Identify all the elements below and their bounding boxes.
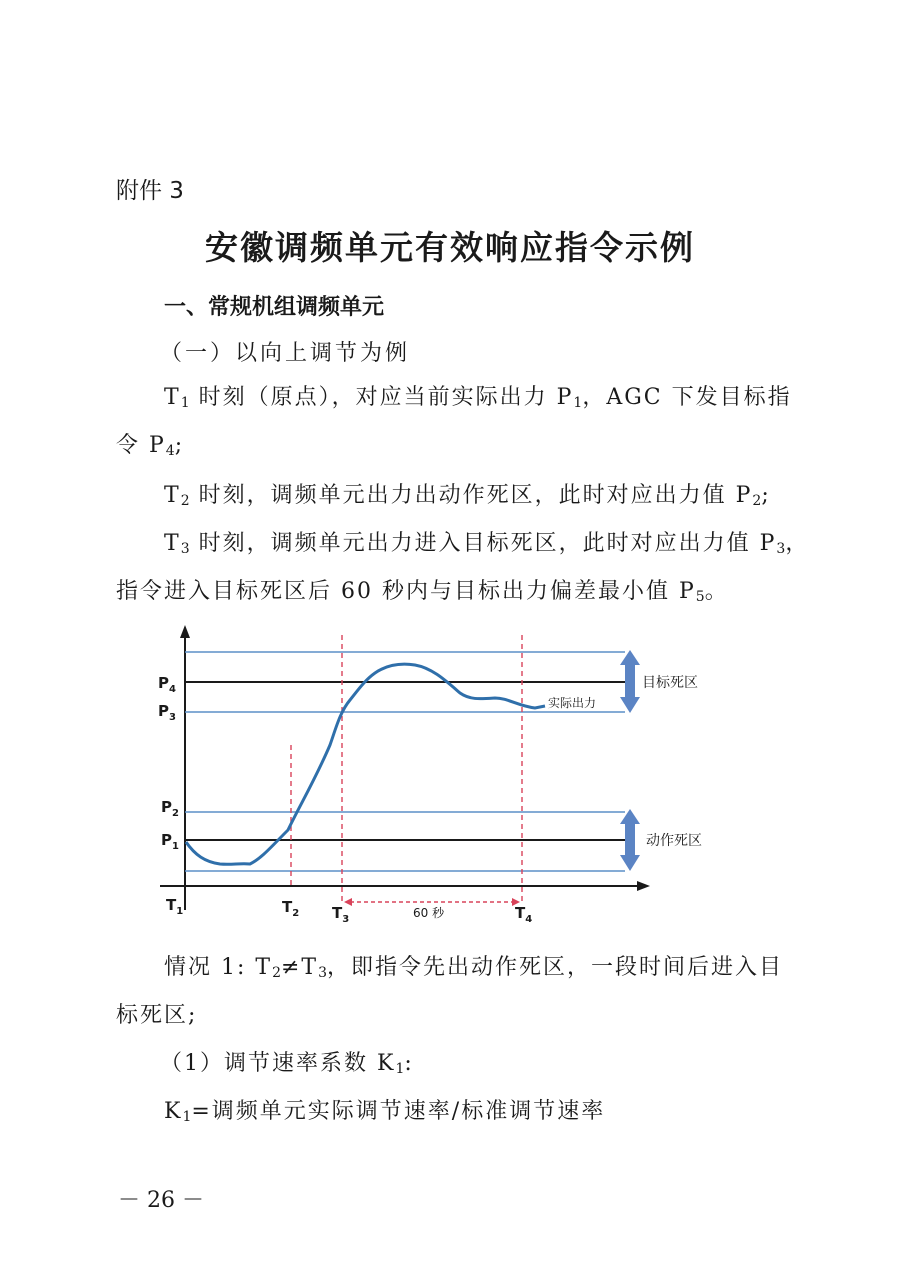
x-axis-arrow [637, 881, 650, 891]
t1-label: $T_1$ [166, 896, 184, 917]
paragraph-t1: $T_1$ 时刻（原点），对应当前实际出力 $P_1$，AGC 下发目标指 [164, 385, 792, 411]
paragraph-t3-cont: 指令进入目标死区后 60 秒内与目标出力偏差最小值 $P_5$。 [116, 579, 729, 605]
action-deadband-label: 动作死区 [646, 833, 702, 849]
page-number: － 26 － [118, 1188, 204, 1213]
y-axis-arrow [180, 625, 190, 638]
actual-output-label: 实际出力 [548, 696, 597, 710]
p3-label: $P_3$ [158, 702, 176, 723]
p4-label: $P_4$ [158, 674, 176, 695]
item-rate-coefficient: （1）调节速率系数 $K_1$: [160, 1051, 414, 1077]
paragraph-t1-cont: 令 $P_4$; [116, 433, 185, 459]
formula-k1: $K_1=$调频单元实际调节速率/标准调节速率 [164, 1099, 606, 1125]
paragraph-t3: $T_3$ 时刻，调频单元出力进入目标死区，此时对应出力值 $P_3$， [164, 531, 810, 557]
t4-label: $T_4$ [515, 904, 533, 925]
paragraph-t2: $T_2$ 时刻，调频单元出力出动作死区，此时对应出力值 $P_2$; [164, 483, 771, 509]
t2-label: $T_2$ [282, 898, 300, 919]
paragraph-case1: 情况 1: $T_2\ne T_3$，即指令先出动作死区，一段时间后进入目 [164, 955, 784, 981]
subsection-heading: （一）以向上调节为例 [160, 341, 411, 366]
paragraph-case1-cont: 标死区; [116, 1003, 198, 1028]
sixty-second-label: 60 秒 [413, 906, 445, 920]
p2-label: $P_2$ [161, 798, 179, 819]
t3-label: $T_3$ [332, 904, 350, 925]
attachment-label: 附件 3 [116, 178, 184, 204]
section-heading: 一、常规机组调频单元 [164, 295, 385, 320]
page-title: 安徽调频单元有效响应指令示例 [205, 228, 695, 267]
span-arrow-left [344, 898, 352, 906]
p1-label: $P_1$ [161, 831, 179, 852]
target-deadband-label: 目标死区 [642, 675, 698, 691]
actual-output-curve [186, 664, 545, 864]
